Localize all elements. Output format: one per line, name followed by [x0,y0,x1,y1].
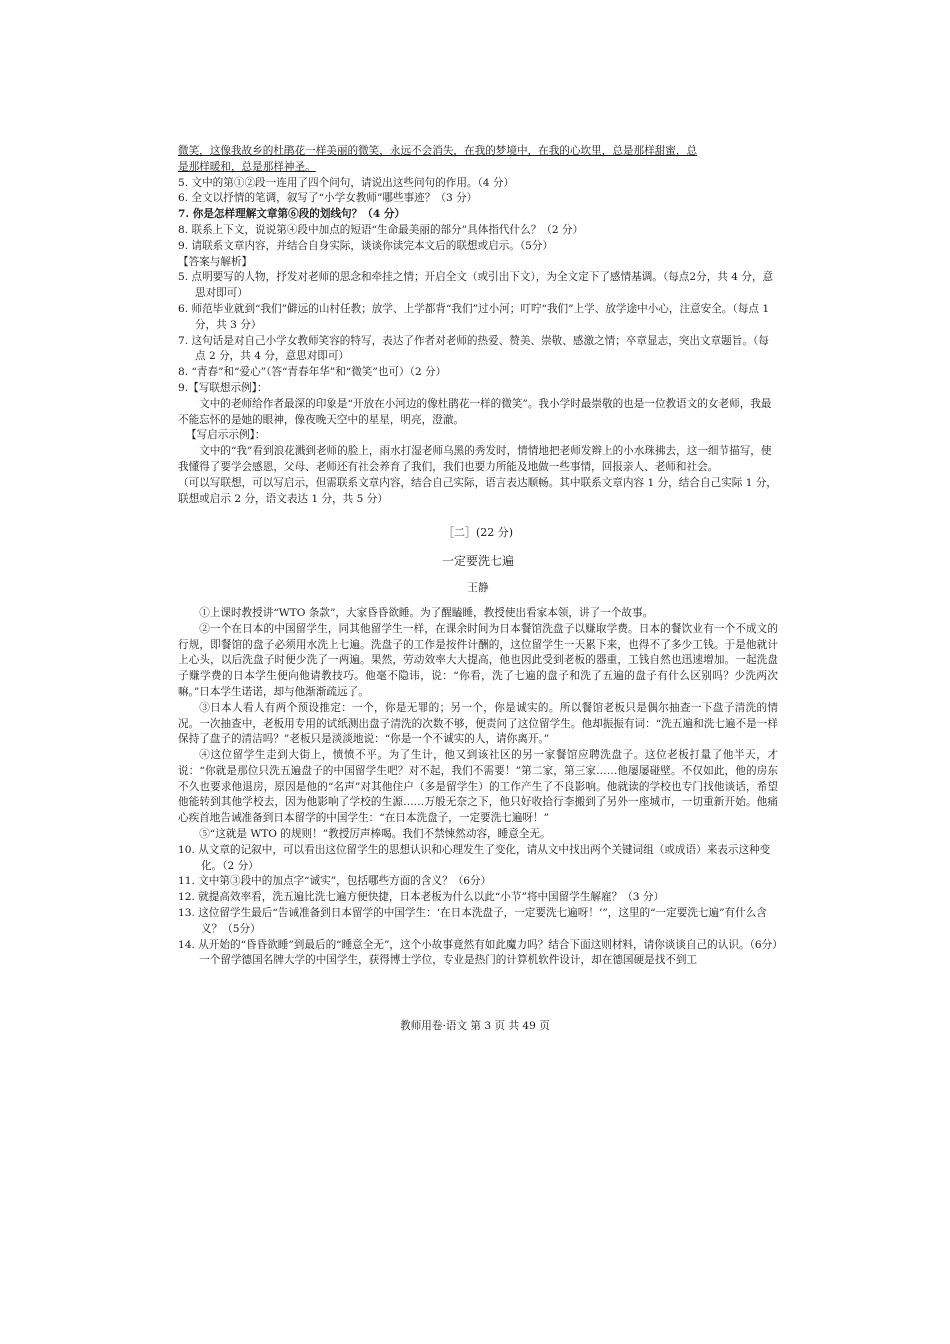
question-6: 6. 全文以抒情的笔调，叙写了“小学女教师”哪些事迹？（3 分） [178,192,478,205]
answer-9-label: 9.【写联想示例】： [178,381,268,394]
answer-5: 5. 点明要写的人物，抒发对老师的思念和牵挂之情；开启全文（或引出下文），为全文定下了感情基调。（每点2分，共 4 分，意思对即可） [178,271,774,300]
question-8: 8. 联系上下文，说说第④段中加点的短语“生命最美丽的部分”具体指代什么？（2 分） [178,223,584,236]
story-paragraph: ⑤“这就是 WTO 的规则！”教授厉声棒喝。我们不禁悚然动容，睡意全无。 [199,828,551,841]
text-line: 微笑，这像我故乡的杜鹃花一样美丽的微笑，永远不会消失，在我的梦境中，在我的心坎里，总是那样甜蜜，总 [178,145,698,157]
document-page [178,144,783,969]
answer-9-insight: 文中的“我”看到浪花溅到老师的脸上，雨水打湿老师乌黑的秀发时，情情地把老师发辫上的小水珠拂去，这一细节描写，使我懂得了要学会感恩，父母、老师还有社会养育了我们，我们也要力所能及地做一些事情，回报亲人、老师和社会。 [178,445,772,473]
question-7: 7. 你是怎样理解文章第⑥段的划线句？（4 分） [178,208,406,221]
question-list-5-9 [178,176,778,255]
question-10: 10. 从文章的记叙中，可以看出这位留学生的思想认识和心理发生了变化，请从文中找出两个关键词组（或成语）来表示这种变化。（2 分） [178,843,771,872]
section-header: ［二］(22 分) [442,526,514,540]
answer-7: 7. 这句话是对自己小学女教师笑容的特写，表达了作者对老师的热爱、赞美、崇敬、感激之情；卒章显志，突出文章题旨。（每点 2 分，共 4 分，意思对即可） [178,334,769,363]
story-title: 一定要洗七遍 [441,554,514,569]
story-paragraph: ③日本人看人有两个预设推定：一个，你是无罪的；另一个，你是诚实的。所以餐馆老板只是偶尔抽查一下盘子清洗的情况。一次抽查中，老板用专用的试纸测出盘子清洗的次数不够，便责问了这位留学生。他却振振有词：“洗五遍和洗七遍不是一样保持了盘子的清洁吗？”老板只是淡淡地说：“你是一个不诚实的人，请你离开。” [178,701,778,746]
answer-list [178,270,778,507]
story-paragraph: ④这位留学生走到大街上，愤愤不平。为了生计，他又到该社区的另一家餐馆应聘洗盘子。这位老板打量了他半天，才说：“你就是那位只洗五遍盘子的中国留学生吧？对不起，我们不需要！”第二家，第三家……他屡屡碰壁。不仅如此，他的房东不久也要求他退房，原因是他的“名声”对其他住户（多是留学生）的工作产生了不良影响。他就读的学校也专门找他谈话，希望他能转到其他学校去，因为他影响了学校的生源……万般无奈之下，他只好收拾行李搬到了另外一座城市，一切重新开始。他痛心疾首地告诫准备到日本留学的中国学生：“在日本洗盘子，一定要洗七遍呀！” [178,749,778,825]
text-line: 是那样暖和，总是那样神圣。 [178,160,316,173]
question-11: 11. 文中第③段中的加点字“诚实”，包括哪些方面的含义？（6分） [178,875,492,888]
answer-9-insight-label: 【写启示示例】： [186,429,266,442]
story-author: 王静 [467,582,489,595]
material-text: 一个留学德国名牌大学的中国学生，获得博士学位，专业是热门的计算机软件设计，却在德国硬是找不到工 [199,954,698,967]
story-paragraph: ②一个在日本的中国留学生，同其他留学生一样，在课余时间为日本餐馆洗盘子以赚取学费。日本的餐饮业有一个不成文的行规，即餐馆的盘子必须用水洗上七遍。洗盘子的工作是按件计酬的，这位留学生一天累下来，也得不了多少工钱。于是他就计上心头，以后洗盘子时便少洗了一两遍。果然，劳动效率大大提高，他也因此受到老板的器重，工钱自然也迅速增加。一起洗盘子赚学费的日本学生便向他请教技巧。他毫不隐讳，说：“你看，洗了七遍的盘子和洗了五遍的盘子有什么区别吗？少洗两次嘛。”日本学生诺诺，却与他渐渐疏远了。 [178,622,778,698]
page-footer: 教师用卷·语文 第 3 页 共 49 页 [400,1020,550,1032]
question-12: 12. 就提高效率看，洗五遍比洗七遍方便快捷，日本老板为什么以此“小节”将中国留学生解雇？（3 分） [178,891,665,904]
answer-8: 8. “青春”和“爱心”（答“青春年华”和“微笑”也可）（2 分） [178,366,447,379]
answer-6: 6. 师范毕业就到“我们”僻远的山村任教；放学、上学都背“我们”过小河；叮咛“我们”上学、放学途中小心，注意安全。（每点 1 分，共 3 分） [178,302,770,331]
question-5: 5. 文中的第①②段一连用了四个问句，请说出这些问句的作用。（4 分） [178,176,515,189]
story-paragraph: ①上课时教授讲“WTO 条款”，大家昏昏欲睡。为了醒瞌睡，教授使出看家本领，讲了一个故事。 [199,606,654,619]
question-list-10-14 [178,843,783,954]
question-13: 13. 这位留学生最后“告诫准备到日本留学的中国学生：‘在日本洗盘子，一定要洗七遍呀！’”，这里的“一定要洗七遍”有什么含义？（5分） [178,907,767,935]
question-9: 9. 请联系文章内容，并结合自身实际，谈谈你读完本文后的联想或启示。（5分） [178,239,554,252]
answer-header: 【答案与解析】 [178,255,253,268]
question-14: 14. 从开始的“昏昏欲睡”到最后的“睡意全无”，这个小故事竟然有如此魔力吗？结合下面这则材料，请你谈谈自己的认识。（6分） [178,938,783,951]
story-body [178,606,778,843]
answer-9-note: （可以写联想，可以写启示，但需联系文章内容，结合自己实际，语言表达顺畅。其中联系文章内容 1 分，结合自己实际 1 分，联想或启示 2 分，语文表达 1 分，共 5 分） [178,476,778,505]
answer-9-association: 文中的老师给作者最深的印象是“开放在小河边的像杜鹃花一样的微笑”。我小学时最崇敬的也是一位教语文的女老师，我最不能忘怀的是她的眼神，像夜晚天空中的星星，明亮，澄澈。 [178,397,772,426]
